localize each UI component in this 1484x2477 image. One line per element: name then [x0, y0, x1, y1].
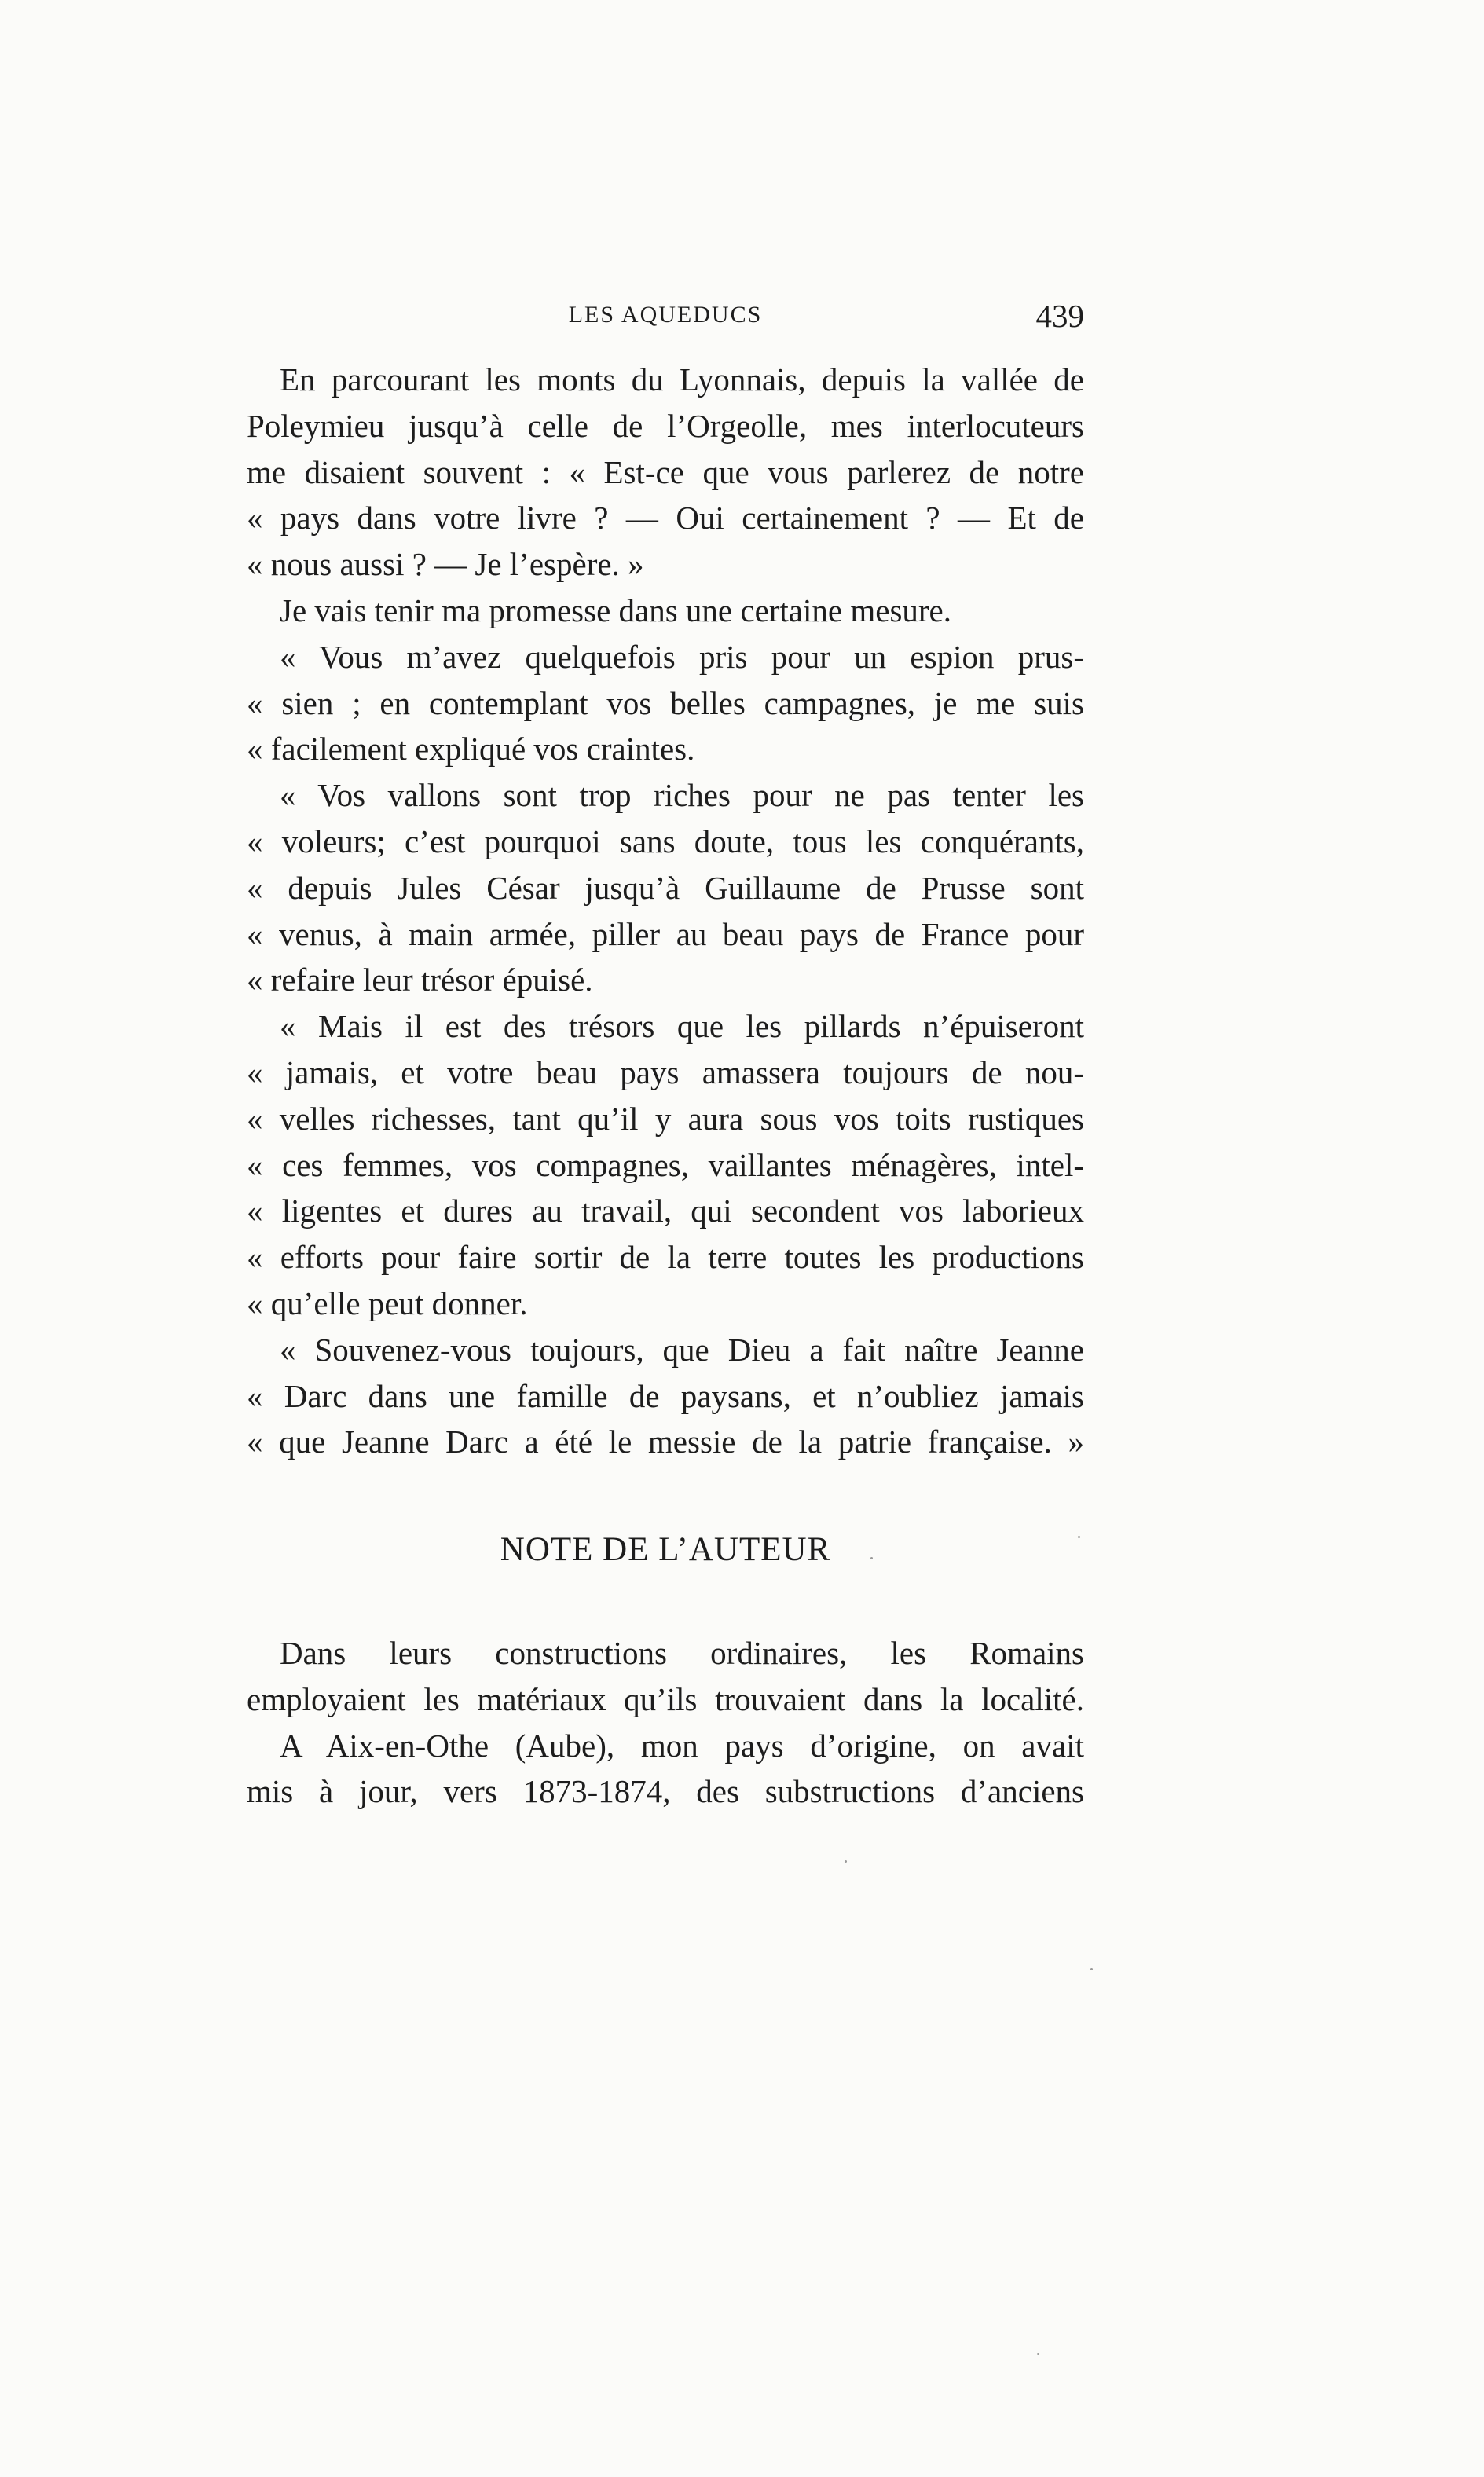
scan-speck — [1090, 1968, 1093, 1970]
body-line-text: « nous aussi ? — Je l’espère. » — [247, 546, 644, 583]
body-line-text: « efforts pour faire sortir de la terre toutes les productions — [247, 1239, 1084, 1276]
body-line — [247, 865, 1084, 911]
body-line — [247, 1096, 1084, 1142]
scan-speck — [870, 1557, 873, 1559]
body-line — [247, 1050, 1084, 1096]
body-line-text: « Darc dans une famille de paysans, et n’oubliez jamais — [247, 1377, 1084, 1414]
body-line-text: « facilement expliqué vos craintes. — [247, 731, 695, 768]
page-header — [247, 297, 1084, 344]
body-line — [247, 449, 1084, 496]
scan-speck — [1078, 1536, 1080, 1538]
body-line-text: « depuis Jules César jusqu’à Guillaume de Prusse sont — [247, 869, 1084, 906]
body-line-text: « jamais, et votre beau pays amassera toujours de nou- — [247, 1053, 1084, 1090]
body-line-text: « Souvenez-vous toujours, que Dieu a fait naître Jeanne — [280, 1331, 1084, 1368]
body-line-text: En parcourant les monts du Lyonnais, depuis la vallée de — [280, 361, 1084, 398]
body-line-text: « velles richesses, tant qu’il y aura sous vos toits rustiques — [247, 1100, 1084, 1137]
body-line-text: « Vos vallons sont trop riches pour ne pas tenter les — [280, 777, 1084, 814]
body-line-text: « sien ; en contemplant vos belles campagnes, je me suis — [247, 684, 1084, 721]
note-line — [247, 1630, 1084, 1676]
main-text-block — [247, 357, 1084, 1465]
body-line — [247, 1003, 1084, 1050]
body-line-text: « que Jeanne Darc a été le messie de la patrie française. » — [247, 1424, 1084, 1460]
note-line — [247, 1676, 1084, 1723]
body-line — [247, 1373, 1084, 1420]
body-line — [247, 819, 1084, 865]
body-line-text: me disaient souvent : « Est-ce que vous parlerez de notre — [247, 453, 1084, 490]
body-line — [247, 634, 1084, 680]
body-line — [247, 1419, 1084, 1465]
body-line-text: Je vais tenir ma promesse dans une certaine mesure. — [280, 592, 951, 628]
body-line — [247, 1281, 1084, 1327]
note-line — [247, 1723, 1084, 1769]
body-line-text: « pays dans votre livre ? — Oui certainement ? — Et de — [247, 500, 1084, 537]
body-line-text: « Mais il est des trésors que les pillards n’épuiseront — [280, 1008, 1084, 1045]
body-line — [247, 1142, 1084, 1189]
body-line-text: « refaire leur trésor épuisé. — [247, 962, 593, 998]
note-line-text: employaient les matériaux qu’ils trouvaient dans la localité. — [247, 1680, 1084, 1717]
note-line-text: mis à jour, vers 1873-1874, des substructions d’anciens — [247, 1773, 1084, 1810]
body-line — [247, 1188, 1084, 1234]
body-line-text: « Vous m’avez quelquefois pris pour un espion prus- — [280, 638, 1084, 675]
body-line — [247, 911, 1084, 958]
body-line — [247, 495, 1084, 541]
scan-speck — [845, 1860, 847, 1863]
body-line — [247, 1327, 1084, 1373]
body-line-text: « voleurs; c’est pourquoi sans doute, tous les conquérants, — [247, 823, 1084, 859]
body-line — [247, 357, 1084, 403]
body-line-text: « ligentes et dures au travail, qui secondent vos laborieux — [247, 1193, 1084, 1229]
body-line — [247, 403, 1084, 449]
body-line-text: « ces femmes, vos compagnes, vaillantes ménagères, intel- — [247, 1146, 1084, 1183]
body-line-text: Poleymieu jusqu’à celle de l’Orgeolle, mes interlocuteurs — [247, 407, 1084, 444]
body-line-text: « venus, à main armée, piller au beau pays de France pour — [247, 915, 1084, 952]
note-heading: NOTE DE L’AUTEUR — [500, 1531, 831, 1568]
body-line — [247, 541, 1084, 588]
body-line — [247, 680, 1084, 727]
page-number: 439 — [1035, 298, 1084, 334]
note-line-text: A Aix-en-Othe (Aube), mon pays d’origine, on avait — [280, 1727, 1084, 1764]
note-line — [247, 1768, 1084, 1815]
body-line-text: « qu’elle peut donner. — [247, 1284, 528, 1321]
note-line-text: Dans leurs constructions ordinaires, les Romains — [280, 1635, 1084, 1671]
body-line — [247, 1234, 1084, 1281]
running-title: LES AQUEDUCS — [568, 302, 763, 328]
body-line — [247, 772, 1084, 819]
note-text-block — [247, 1630, 1084, 1815]
scan-speck — [1037, 2353, 1039, 2355]
body-line — [247, 957, 1084, 1003]
body-line — [247, 588, 1084, 634]
body-line — [247, 726, 1084, 772]
